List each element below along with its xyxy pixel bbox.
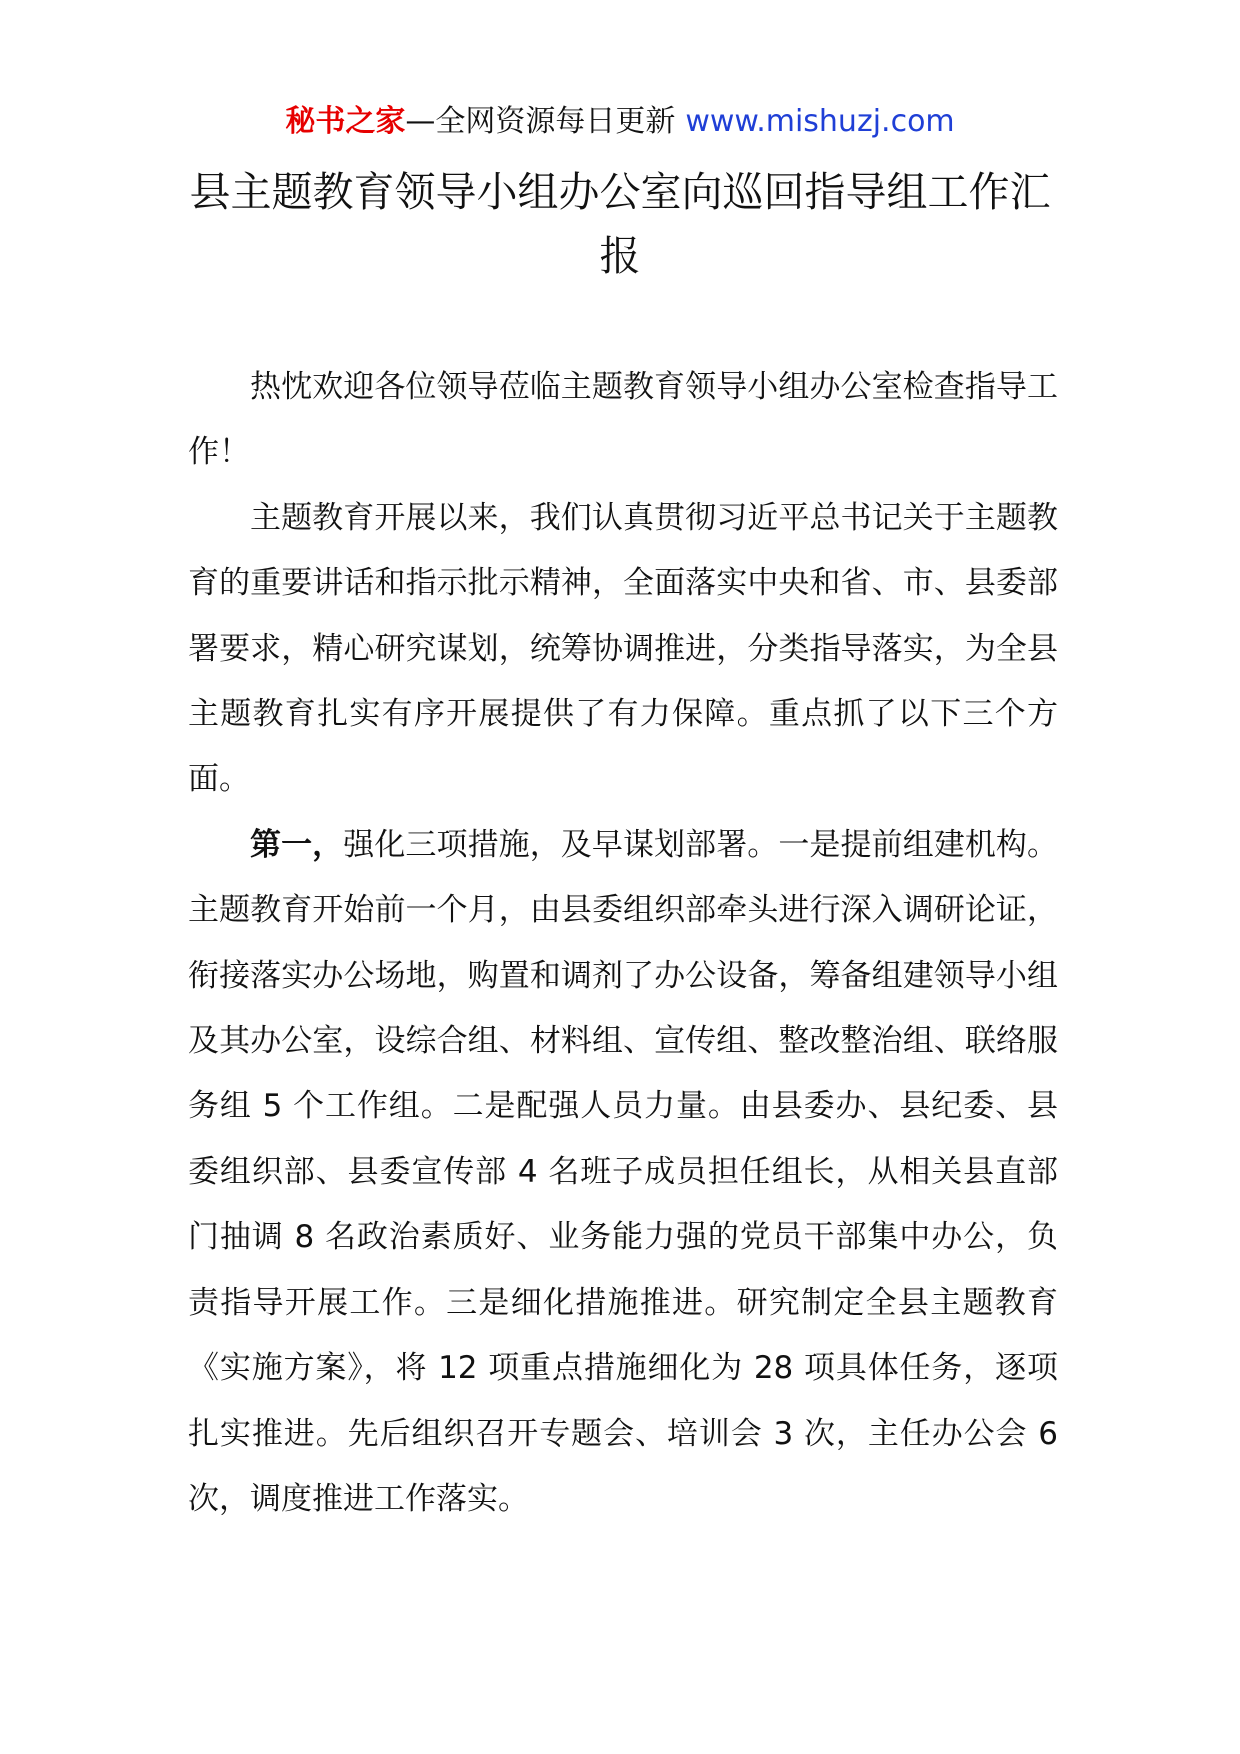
paragraph-welcome (188, 355, 1058, 486)
document-title: 县主题教育领导小组办公室向巡回指导组工作汇报 (189, 168, 1051, 280)
paragraph-text: 主题教育开展以来，我们认真贯彻习近平总书记关于主题教育的重要讲话和指示批示精神，全面落实中央和省、市、县委部署要求，精心研究谋划，统筹协调推进，分类指导落实，为全县主题教育扎实有序开展提供了有力保障。重点抓了以下三个方面。 (188, 499, 1058, 798)
paragraph-text: 强化三项措施，及早谋划部署。一是提前组建机构。主题教育开始前一个月，由县委组织部牵头进行深入调研论证，衔接落实办公场地，购置和调剂了办公设备，筹备组建领导小组及其办公室，设综合组、材料组、宣传组、整改整治组、联络服务组 5 个工作组。二是配强人员力量。由县委办、县纪委、县委组织部、县委宣传部 4 名班子成员担任组长，从相关县直部门抽调 8 名政治素质好、业务能力强的党员干部集中办公，负责指导开展工作。三是细化措施推进。研究制定全县主题教育《实施方案》，将 12 项重点措施细化为 28 项具体任务，逐项扎实推进。先后组织召开专题会、培训会 3 次，主任办公会 6 次，调度推进工作落实。 (188, 826, 1059, 1517)
site-url-link[interactable]: www.mishuzj.com (685, 104, 955, 139)
site-banner (0, 100, 1240, 144)
paragraph-text: 热忱欢迎各位领导莅临主题教育领导小组办公室检查指导工作！ (188, 369, 1058, 471)
site-slogan: —全网资源每日更新 (405, 104, 676, 139)
paragraph-overview (188, 486, 1058, 813)
paragraph-first-measure (188, 813, 1058, 1532)
site-brand: 秘书之家 (285, 104, 406, 139)
paragraph-lead: 第一， (250, 826, 344, 863)
document-body (188, 355, 1058, 1532)
